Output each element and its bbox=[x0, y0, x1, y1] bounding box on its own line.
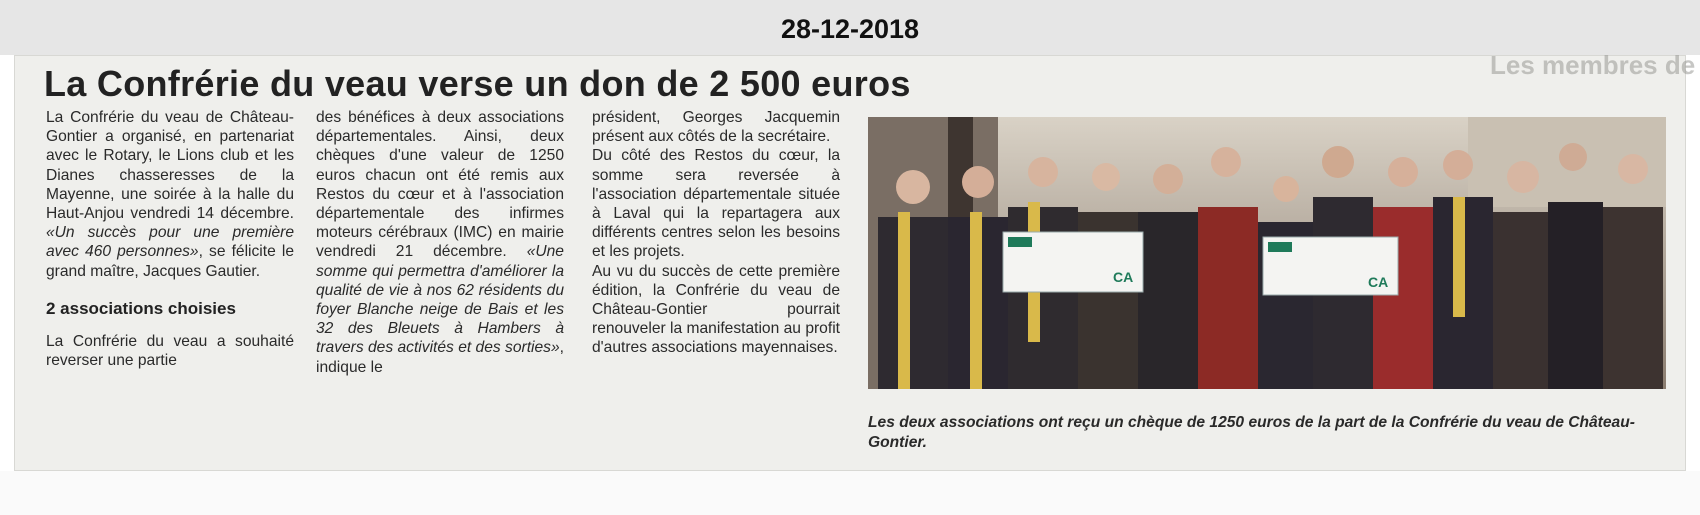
group-photo bbox=[868, 117, 1666, 389]
paragraph-text: , se félicite le grand maître, Jacques Gautier. bbox=[46, 243, 294, 280]
bottom-margin bbox=[0, 471, 1700, 515]
article-column-2 bbox=[316, 108, 564, 377]
article-subheading: 2 associations choisies bbox=[46, 298, 236, 318]
paragraph: Au vu du succès de cette première édition, la Confrérie du veau de Château-Gontier pourrait renouveler la manifestation au profit d'autres associations mayennaises. bbox=[592, 262, 840, 357]
bank-logo-right: CA bbox=[1368, 274, 1389, 290]
paragraph-text: des bénéfices à deux associations départementales. Ainsi, deux chèques d'une valeur de 1250 euros chacun ont été remis aux Restos du cœur et à l'association départementale des infirmes moteurs cérébraux (IMC) en mairie vendredi 21 décembre. bbox=[316, 109, 564, 261]
quote: «Un succès pour une première avec 460 personnes» bbox=[46, 224, 294, 261]
article-headline: La Confrérie du veau verse un don de 2 500 euros bbox=[44, 63, 911, 104]
group-photo-icon bbox=[868, 117, 1666, 389]
ghost-headline: Les membres de bbox=[1490, 50, 1696, 78]
quote: «Une somme qui permettra d'améliorer la qualité de vie à nos 62 résidents du foyer Blanche neige de Bais et les 32 des Bleuets à Hambers à travers des activités et des sorties» bbox=[316, 243, 564, 357]
article-column-3 bbox=[592, 108, 840, 358]
paragraph-text: La Confrérie du veau de Château-Gontier a organisé, en partenariat avec le Rotary, le Lions club et les Dianes chasseresses de la Mayenne, une soirée à la halle du Haut-Anjou vendredi 14 décembre. bbox=[46, 109, 294, 223]
cheque-left bbox=[1003, 232, 1143, 292]
paragraph: président, Georges Jacquemin présent aux côtés de la secrétaire. bbox=[592, 109, 840, 146]
clipping-date: 28-12-2018 bbox=[780, 14, 920, 44]
photo-caption: Les deux associations ont reçu un chèque de 1250 euros de la part de la Confrérie du veau de Château-Gontier. bbox=[868, 414, 1635, 451]
paragraph: La Confrérie du veau a souhaité reverser une partie bbox=[46, 333, 294, 370]
cheque-right bbox=[1263, 237, 1398, 295]
paragraph bbox=[316, 108, 564, 377]
paragraph: Du côté des Restos du cœur, la somme sera reversée à l'association départementale située à Laval qui la repartagera aux différents centres selon les besoins et les projets. bbox=[592, 147, 840, 261]
paragraph-text: , indique le bbox=[316, 339, 564, 376]
article-column-1 bbox=[46, 108, 294, 370]
paragraph bbox=[46, 108, 294, 281]
bank-logo-left: CA bbox=[1113, 269, 1134, 285]
